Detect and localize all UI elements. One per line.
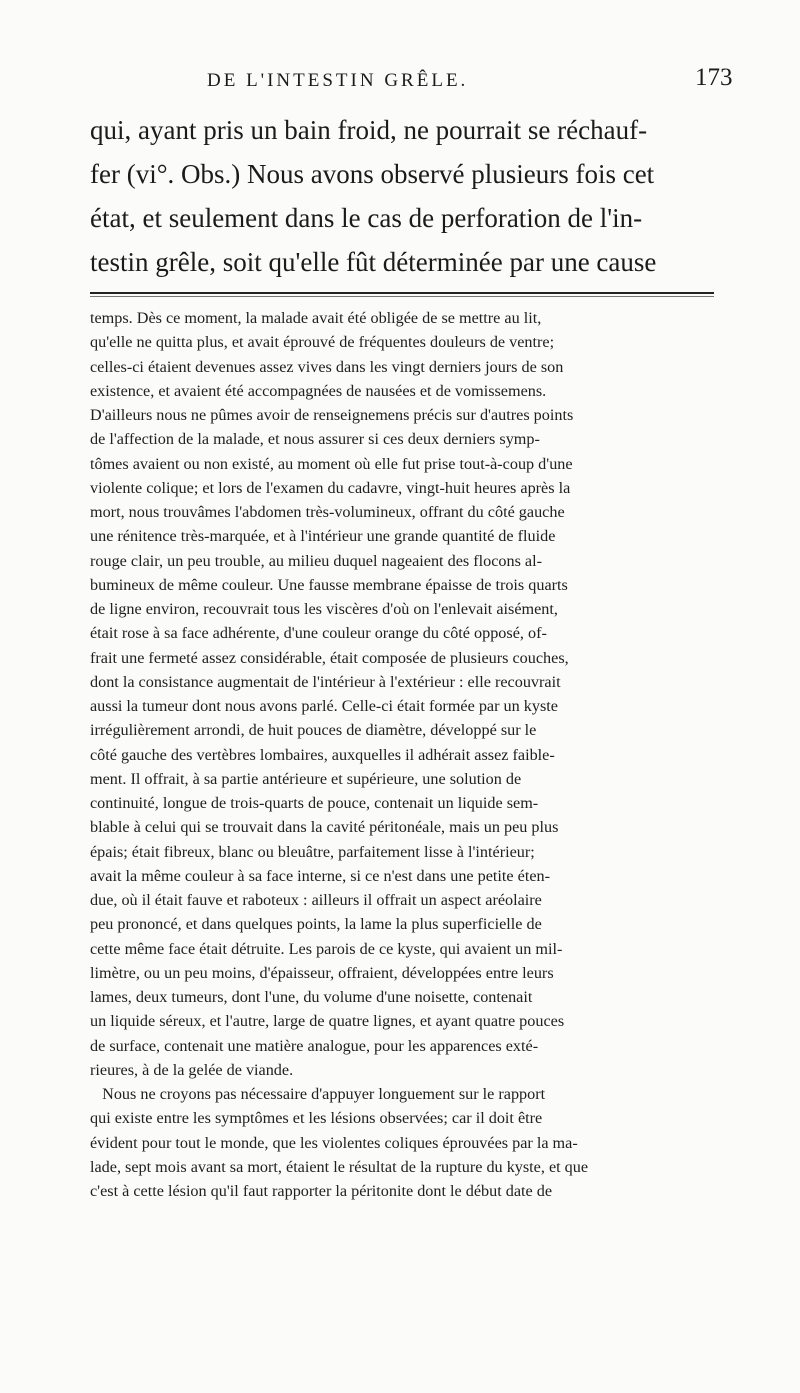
main-text-line: qui, ayant pris un bain froid, ne pourrait se réchauf- <box>90 115 648 145</box>
main-text-line: testin grêle, soit qu'elle fût déterminée par une cause <box>90 247 657 277</box>
footnote-line: aussi la tumeur dont nous avons parlé. Celle-ci était formée par un kyste <box>90 697 558 715</box>
main-text-line: état, et seulement dans le cas de perforation de l'in- <box>90 203 643 233</box>
footnote-line: une rénitence très-marquée, et à l'intérieur une grande quantité de fluide <box>90 527 556 546</box>
footnote-line: un liquide séreux, et l'autre, large de quatre lignes, et ayant quatre pouces <box>90 1012 565 1031</box>
footnote-line: continuité, longue de trois-quarts de pouce, contenait un liquide sem- <box>90 794 539 812</box>
footnote-line: peu prononcé, et dans quelques points, la lame la plus superficielle de <box>90 915 542 934</box>
footnote-line: cette même face était détruite. Les parois de ce kyste, qui avaient un mil- <box>90 939 563 958</box>
footnote-line: côté gauche des vertèbres lombaires, auxquelles il adhérait assez faible- <box>90 745 555 764</box>
footnote-line: évident pour tout le monde, que les violentes coliques éprouvées par la ma- <box>90 1133 578 1152</box>
footnote-line: qui existe entre les symptômes et les lésions observées; car il doit être <box>90 1109 543 1128</box>
footnote-line: rieures, à de la gelée de viande. <box>90 1060 294 1079</box>
footnote-line: limètre, ou un peu moins, d'épaisseur, offraient, développées entre leurs <box>90 963 554 982</box>
footnote-line: celles-ci étaient devenues assez vives dans les vingt derniers jours de son <box>90 357 564 376</box>
footnote-line: ment. Il offrait, à sa partie antérieure et supérieure, une solution de <box>90 769 522 788</box>
footnote-line: violente colique; et lors de l'examen du cadavre, vingt-huit heures après la <box>90 478 571 497</box>
footnote-line: lade, sept mois avant sa mort, étaient le résultat de la rupture du kyste, et que <box>90 1157 589 1176</box>
footnote-line: avait la même couleur à sa face interne, si ce n'est dans une petite éten- <box>90 866 551 885</box>
footnote-line: de l'affection de la malade, et nous assurer si ces deux derniers symp- <box>90 430 540 449</box>
footnote-line: D'ailleurs nous ne pûmes avoir de renseignemens précis sur d'autres points <box>90 406 574 424</box>
footnote-line: de surface, contenait une matière analogue, pour les apparences exté- <box>90 1036 539 1055</box>
footnote-divider <box>90 292 714 294</box>
footnote-line: rouge clair, un peu trouble, au milieu duquel nageaient des flocons al- <box>90 551 543 570</box>
main-text-line: fer (vi°. Obs.) Nous avons observé plusieurs fois cet <box>90 159 655 189</box>
footnote-line: existence, et avaient été accompagnées de nausées et de vomissemens. <box>90 381 547 400</box>
footnote-line: due, où il était fauve et raboteux : ailleurs il offrait un aspect aréolaire <box>90 891 542 909</box>
footnote-line: dont la consistance augmentait de l'intérieur à l'extérieur : elle recouvrait <box>90 672 561 691</box>
footnote-line: de ligne environ, recouvrait tous les viscères d'où on l'enlevait aisément, <box>90 600 558 618</box>
page-header <box>0 58 800 106</box>
footnote-line: lames, deux tumeurs, dont l'une, du volume d'une noisette, contenait <box>90 988 533 1006</box>
footnote-line: irrégulièrement arrondi, de huit pouces de diamètre, développé sur le <box>90 721 537 740</box>
footnote-line: temps. Dès ce moment, la malade avait été obligée de se mettre au lit, <box>90 309 542 327</box>
footnote-line: frait une fermeté assez considérable, était composée de plusieurs couches, <box>90 648 569 667</box>
footnote-line: bumineux de même couleur. Une fausse membrane épaisse de trois quarts <box>90 575 568 594</box>
footnote-line: mort, nous trouvâmes l'abdomen très-volumineux, offrant du côté gauche <box>90 503 565 521</box>
footnote-block <box>90 306 722 1203</box>
page-number: 173 <box>695 64 733 91</box>
footnote-line: blable à celui qui se trouvait dans la cavité péritonéale, mais un peu plus <box>90 818 559 837</box>
running-title: DE L'INTESTIN GRÊLE. <box>207 70 469 91</box>
footnote-line: était rose à sa face adhérente, d'une couleur orange du côté opposé, of- <box>90 624 547 643</box>
footnote-divider-thin <box>90 296 714 297</box>
footnote-line: qu'elle ne quitta plus, et avait éprouvé de fréquentes douleurs de ventre; <box>90 333 555 352</box>
main-text-block <box>90 108 718 284</box>
footnote-line: épais; était fibreux, blanc ou bleuâtre, parfaitement lisse à l'intérieur; <box>90 842 535 861</box>
footnote-line: c'est à cette lésion qu'il faut rapporter la péritonite dont le début date de <box>90 1182 553 1200</box>
footnote-line: Nous ne croyons pas nécessaire d'appuyer longuement sur le rapport <box>90 1085 546 1103</box>
footnote-line: tômes avaient ou non existé, au moment où elle fut prise tout-à-coup d'une <box>90 454 573 473</box>
